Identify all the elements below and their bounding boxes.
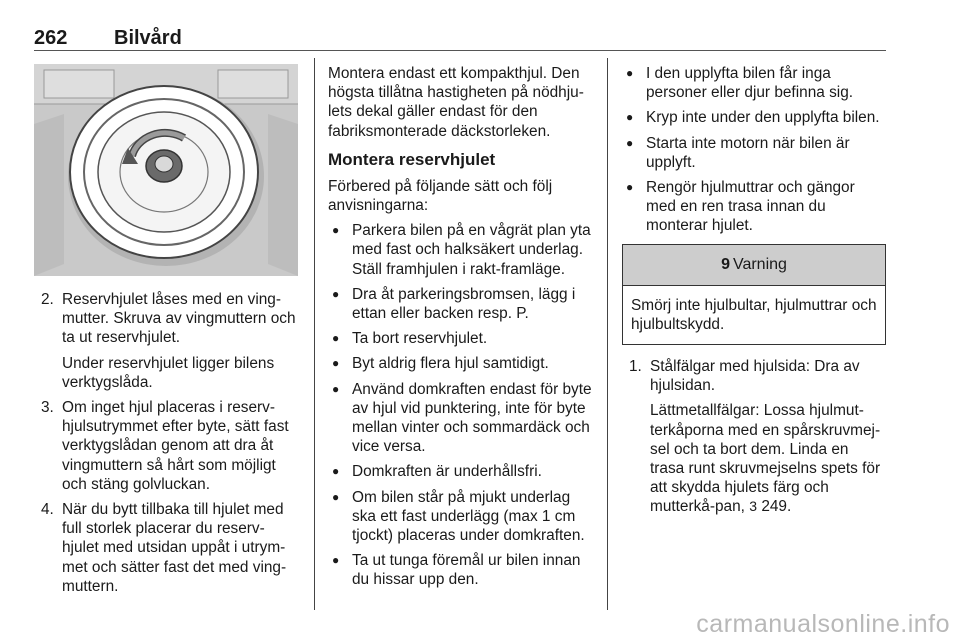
- list-item: ● Rengör hjulmuttrar och gängor med en ren trasa innan du monterar hjulet.: [622, 178, 886, 236]
- warning-text: Smörj inte hjulbultar, hjulmuttrar och hjulbultskydd.: [631, 296, 877, 333]
- column-divider-1: [314, 58, 315, 610]
- steps-list: [622, 357, 886, 517]
- safety-list: [622, 64, 886, 236]
- spare-wheel-illustration: [34, 64, 298, 276]
- section-title: Bilvård: [114, 27, 182, 49]
- step-number: 3.: [41, 399, 54, 417]
- list-item: ● Om bilen står på mjukt underlag ska ett fast underlägg (max 1 cm tjockt) placeras under domkraften.: [328, 488, 594, 546]
- list-item: ● Parkera bilen på en vågrät plan yta med fast och halksäkert underlag. Ställ framhjulen i rakt-framläge.: [328, 221, 594, 279]
- step-number: 2.: [41, 291, 54, 308]
- list-item: ● Dra åt parkeringsbromsen, lägg i ettan eller backen resp. P.: [328, 285, 594, 323]
- lead-text: Förbered på följande sätt och följ anvisningarna:: [328, 177, 553, 215]
- steps-list-continued: [34, 290, 300, 596]
- header-rule: [34, 50, 886, 51]
- step-text: När du bytt tillbaka till hjulet med full storlek placerar du reserv-hjulet med utsidan uppåt i utrym-met och sätter fast det med ving-muttern.: [62, 501, 287, 595]
- list-item: ● I den upplyfta bilen får inga personer eller djur befinna sig.: [622, 64, 886, 102]
- step-number: 1.: [629, 358, 642, 376]
- cross-reference-link[interactable]: 249.: [761, 498, 792, 516]
- warning-box: [622, 244, 886, 345]
- step-number: 4.: [41, 501, 54, 519]
- preparation-list: [328, 221, 594, 589]
- cross-reference-icon: 3: [749, 498, 758, 515]
- list-item: ● Använd domkraften endast för byte av hjul vid punktering, inte för byte mellan vinter och sommardäck och vice versa.: [328, 380, 594, 457]
- step-text: Om inget hjul placeras i reserv-hjulsutrymmet efter byte, sätt fast verktygslådan genom att dra åt vingmuttern så hårt som möjligt och stäng golvluckan.: [62, 399, 289, 493]
- step-3: [34, 398, 300, 494]
- list-item: ● Starta inte motorn när bilen är upplyft.: [622, 134, 886, 172]
- section-heading: Montera reservhjulet: [328, 149, 496, 169]
- step-2: [34, 290, 300, 392]
- watermark-text: carmanualsonline.info: [696, 610, 950, 638]
- column-1: [34, 64, 300, 602]
- step-text-body: Lättmetallfälgar: Lossa hjulmut-terkåporna med en spårskruvmej-sel och ta bort dem. Linda en trasa runt skruvmejselns spets för att skydda hjulets färg och mutterkå-pan,: [650, 402, 881, 516]
- warning-header: [623, 245, 885, 286]
- list-item: ● Ta ut tunga föremål ur bilen innan du hissar upp den.: [328, 551, 594, 589]
- column-3: [622, 64, 886, 523]
- warning-icon: 9: [721, 255, 730, 273]
- warning-title: Varning: [732, 255, 787, 273]
- step-text: Reservhjulet låses med en ving-mutter. Skruva av vingmuttern och ta ut reservhjulet.: [62, 291, 296, 347]
- list-item: ● Kryp inte under den upplyfta bilen.: [622, 108, 886, 127]
- list-item: ● Ta bort reservhjulet.: [328, 329, 594, 348]
- page-number: 262: [34, 27, 68, 49]
- list-item: ● Byt aldrig flera hjul samtidigt.: [328, 354, 594, 373]
- step-text: Stålfälgar med hjulsida: Dra av hjulsidan.: [650, 358, 860, 395]
- column-divider-2: [607, 58, 608, 610]
- list-item: ● Domkraften är underhållsfri.: [328, 462, 594, 481]
- column-2: [328, 64, 594, 596]
- step-4: [34, 500, 300, 596]
- page-header: [34, 27, 886, 51]
- step-text: Under reservhjulet ligger bilens verktygslåda.: [62, 354, 275, 391]
- step-1: [622, 357, 886, 517]
- compact-wheel-note: Montera endast ett kompakthjul. Den högsta tillåtna hastigheten på nödhju-lets dekal gäller endast för den fabriksmonterade däckstorleken.: [328, 65, 584, 140]
- step-text: [650, 401, 886, 516]
